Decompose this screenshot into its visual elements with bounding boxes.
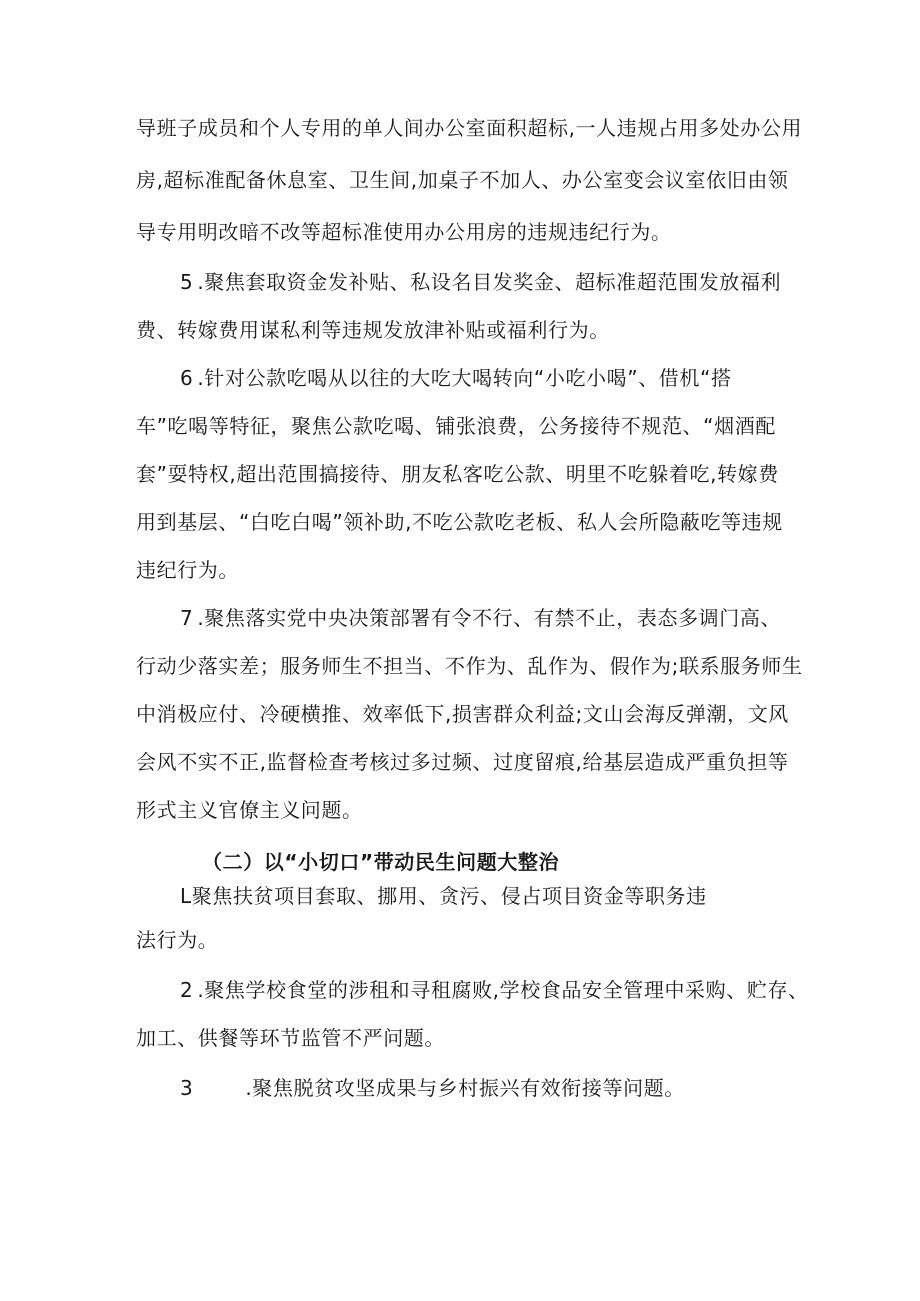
text-line: .聚焦落实党中央决策部署有令不行、有禁不止，表态多调门高、: [197, 606, 782, 630]
list-item-6-line: [180, 366, 732, 390]
text-line: 违纪行为。: [136, 558, 239, 582]
item-number: 6: [180, 366, 194, 390]
item-number: 3: [180, 1076, 194, 1100]
list-item-3-line: [180, 1076, 685, 1100]
section-heading: （二）以“小切口”带动民生问题大整治: [202, 850, 560, 874]
text-line: 加工、供餐等环节监管不严问题。: [136, 1026, 445, 1050]
text-line: .聚焦脱贫攻坚成果与乡村振兴有效衔接等问题。: [245, 1076, 685, 1100]
text-line: 行动少落实差；服务师生不担当、不作为、乱作为、假作为;联系服务师生: [136, 654, 803, 678]
list-item-7-line: [180, 606, 781, 630]
text-line: L聚焦扶贫项目套取、挪用、贪污、侵占项目资金等职务违: [180, 884, 707, 908]
text-line: 导班子成员和个人专用的单人间办公室面积超标,一人违规占用多处办公用: [136, 116, 803, 140]
text-line: 法行为。: [136, 928, 219, 952]
text-line: 车”吃喝等特征，聚焦公款吃喝、铺张浪费，公务接待不规范、“烟酒配: [136, 414, 776, 438]
text-line: .聚焦学校食堂的涉租和寻租腐败,学校食品安全管理中采购、贮存、: [197, 978, 809, 1002]
item-number: 2: [180, 978, 194, 1002]
text-line: 用到基层、“白吃白喝”领补助,不吃公款吃老板、私人会所隐蔽吃等违规: [136, 510, 783, 534]
list-item-5-line: [180, 270, 781, 294]
item-number: 5: [180, 270, 194, 294]
text-line: 形式主义官僚主义问题。: [136, 798, 363, 822]
list-item-2-line: [180, 978, 809, 1002]
text-line: 中消极应付、冷硬横推、效率低下,损害群众利益;文山会海反弹潮，文风: [136, 702, 789, 726]
text-line: .针对公款吃喝从以往的大吃大喝转向“小吃小喝”、借机“搭: [197, 366, 732, 390]
text-line: .聚焦套取资金发补贴、私设名目发奖金、超标准超范围发放福利: [197, 270, 782, 294]
text-line: 房,超标准配备休息室、卫生间,加桌子不加人、办公室变会议室依旧由领: [136, 168, 789, 192]
text-line: 费、转嫁费用谋私利等违规发放津补贴或福利行为。: [136, 318, 610, 342]
text-line: 导专用明改暗不改等超标准使用办公用房的违规违纪行为。: [136, 220, 672, 244]
text-line: 套”耍特权,超出范围搞接待、朋友私客吃公款、明里不吃躲着吃,转嫁费: [136, 462, 779, 486]
item-number: 7: [180, 606, 194, 630]
text-line: 会风不实不正,监督检查考核过多过频、过度留痕,给基层造成严重负担等: [136, 750, 789, 774]
